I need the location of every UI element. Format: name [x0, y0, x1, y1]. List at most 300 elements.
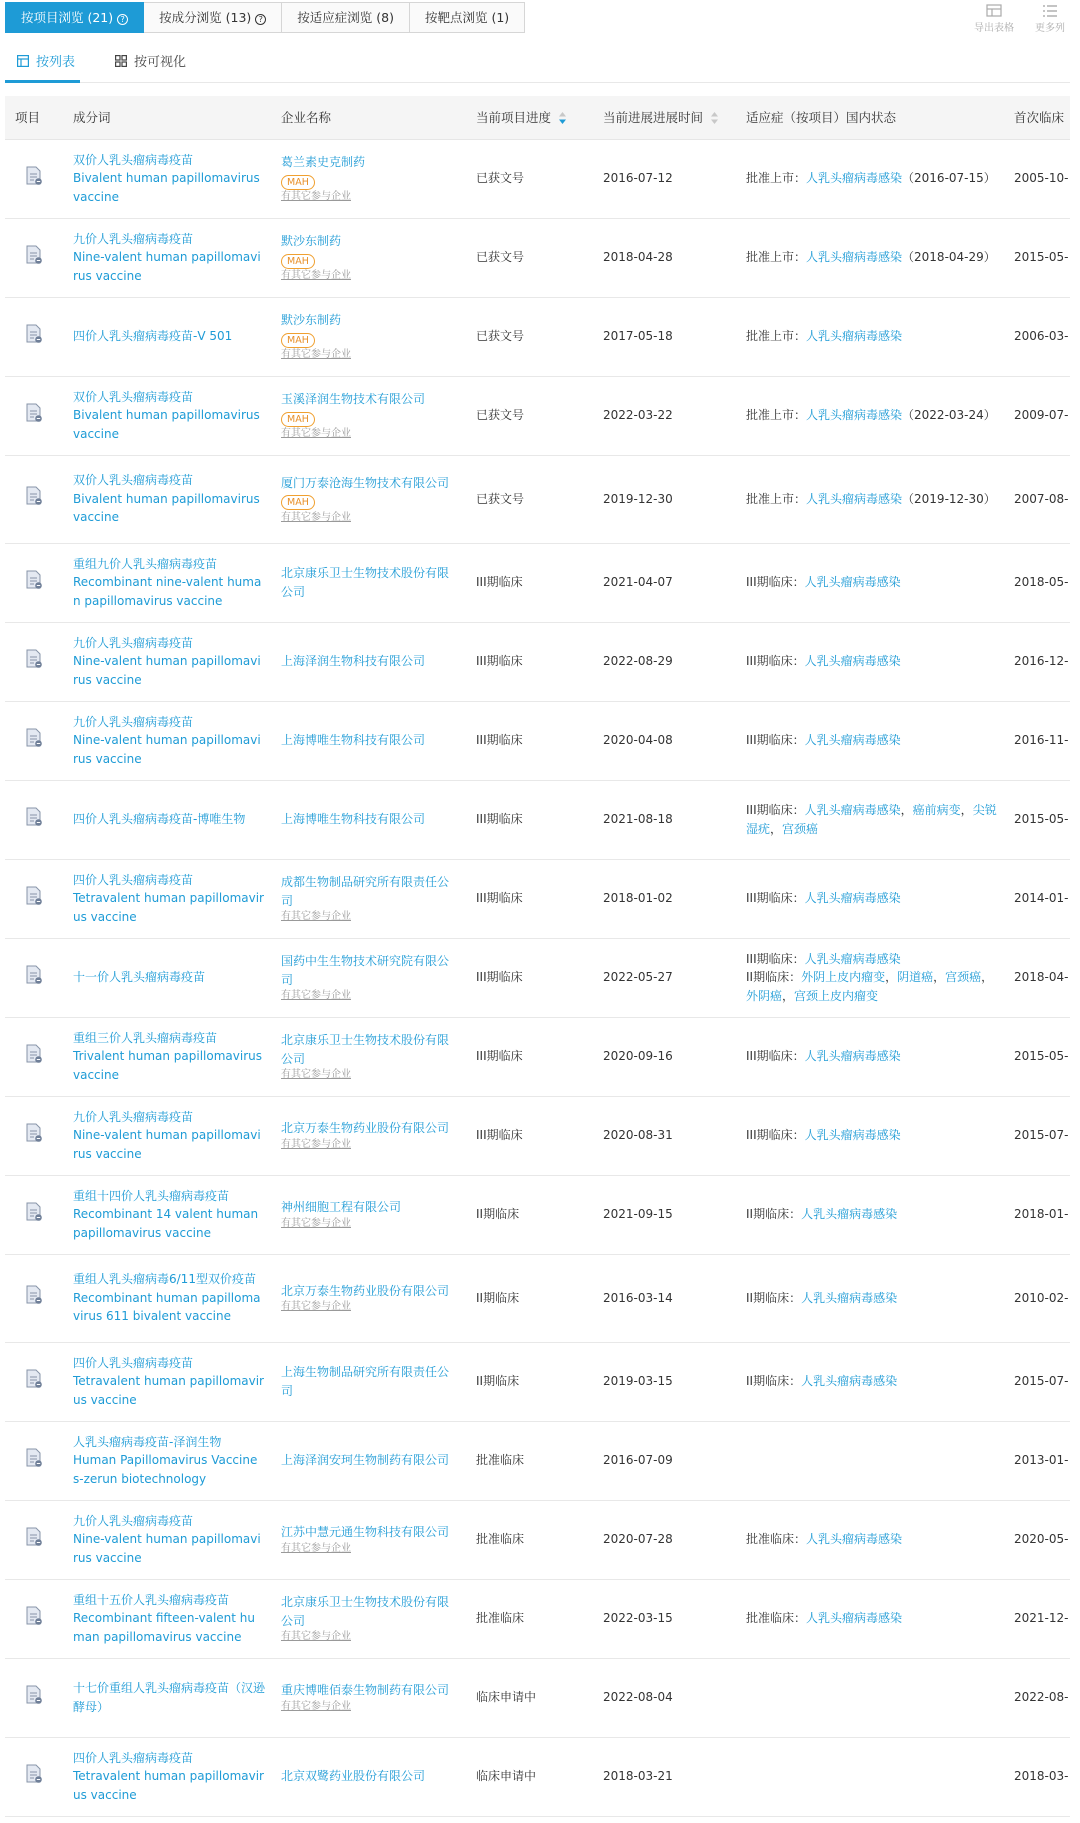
- company-cell: [271, 376, 466, 455]
- indication-line: [746, 406, 998, 425]
- first-clinical-cell: 2018-04-: [1004, 938, 1070, 1017]
- tab-list-view-label: 按列表: [36, 55, 76, 70]
- indication-status: III期临床：: [746, 891, 805, 906]
- company-name[interactable]: 玉溪泽润生物技术有限公司: [281, 392, 426, 406]
- project-cell: [5, 1737, 63, 1816]
- project-cell: [5, 218, 63, 297]
- project-cell: [5, 543, 63, 622]
- more-columns-button[interactable]: [1030, 4, 1070, 34]
- project-table: [5, 96, 1070, 1823]
- column-header-stage[interactable]: 当前项目进度: [466, 96, 593, 139]
- tab-list-view[interactable]: [5, 46, 80, 83]
- indication-cell: [736, 1175, 1004, 1254]
- first-clinical-cell: 2018-05-: [1004, 543, 1070, 622]
- project-doc-icon[interactable]: [25, 1536, 43, 1550]
- indication-link[interactable]: 人乳头瘤病毒感染: [801, 1374, 898, 1389]
- company-name[interactable]: 默沙东制药: [281, 313, 342, 327]
- stage-cell: III期临床: [466, 1017, 593, 1096]
- indication-cell: [736, 543, 1004, 622]
- indication-date: （2019-12-30）: [902, 491, 996, 506]
- company-name[interactable]: 重庆博唯佰泰生物制药有限公司: [281, 1683, 450, 1698]
- drug-name-en[interactable]: Nine-valent human papillomavirus vaccine: [73, 654, 261, 687]
- company-name[interactable]: 成都生物制品研究所有限责任公司: [281, 875, 450, 908]
- ingredient-cell: [63, 455, 271, 543]
- drug-name-cn[interactable]: 四价人乳头瘤病毒疫苗: [73, 1750, 194, 1765]
- indication-link[interactable]: 人乳头瘤病毒感染: [801, 1207, 898, 1222]
- date-cell: 2018-03-21: [593, 1737, 736, 1816]
- stage-cell: 已获文号: [466, 297, 593, 376]
- table-row: [5, 1096, 1070, 1175]
- first-clinical-cell: 2015-05-: [1004, 780, 1070, 859]
- stage-cell: III期临床: [466, 859, 593, 938]
- drug-name-en[interactable]: Nine-valent human papillomavirus vaccine: [73, 1128, 261, 1161]
- indication-line: [746, 248, 998, 267]
- project-doc-icon[interactable]: [25, 175, 43, 189]
- indication-line: [746, 968, 998, 1005]
- project-doc-icon[interactable]: [25, 895, 43, 909]
- company-name[interactable]: 江苏中慧元通生物科技有限公司: [281, 1525, 450, 1540]
- indication-link[interactable]: 人乳头瘤病毒感染: [804, 951, 901, 966]
- drug-name-cn[interactable]: 重组十四价人乳头瘤病毒疫苗: [73, 1188, 230, 1203]
- project-cell: [5, 1175, 63, 1254]
- stage-cell: 批准临床: [466, 1500, 593, 1579]
- stage-cell: III期临床: [466, 543, 593, 622]
- indication-link[interactable]: 人乳头瘤病毒感染: [806, 329, 903, 344]
- drug-name-cn[interactable]: 重组人乳头瘤病毒6/11型双价疫苗: [73, 1272, 256, 1287]
- company-name[interactable]: 上海泽润安珂生物制药有限公司: [281, 1453, 450, 1468]
- project-doc-icon[interactable]: [25, 1132, 43, 1146]
- indication-link[interactable]: 人乳头瘤病毒感染: [806, 408, 903, 423]
- indication-status: III期临床：: [746, 803, 805, 817]
- export-table-button[interactable]: [974, 4, 1014, 34]
- export-table-icon: [986, 4, 1002, 18]
- indication-separator: ，: [782, 988, 795, 1003]
- indication-status: II期临床：: [746, 970, 802, 985]
- company-cell: [271, 1421, 466, 1500]
- indication-line: [746, 327, 998, 346]
- drug-name-cn[interactable]: 双价人乳头瘤病毒疫苗: [73, 389, 194, 404]
- drug-name-cn[interactable]: 重组十五价人乳头瘤病毒疫苗: [73, 1592, 230, 1607]
- table-row: [5, 1737, 1070, 1816]
- indication-cell: [736, 139, 1004, 218]
- project-doc-icon[interactable]: [25, 1211, 43, 1225]
- indication-status: 批准上市：: [746, 408, 807, 423]
- stage-cell: II期临床: [466, 1254, 593, 1342]
- first-clinical-cell: 2021-12-: [1004, 1579, 1070, 1658]
- company-cell: [271, 1175, 466, 1254]
- project-cell: [5, 938, 63, 1017]
- indication-separator: ，: [933, 970, 946, 985]
- drug-name-cn[interactable]: 四价人乳头瘤病毒疫苗-博唯生物: [73, 812, 246, 827]
- column-header-ingredient: 成分词: [63, 96, 271, 139]
- drug-name-cn[interactable]: 人乳头瘤病毒疫苗-泽润生物: [73, 1434, 222, 1449]
- date-cell: 2020-07-28: [593, 1500, 736, 1579]
- indication-link[interactable]: 人乳头瘤病毒感染: [806, 491, 903, 506]
- company-name[interactable]: 上海生物制品研究所有限责任公司: [281, 1365, 450, 1398]
- indication-link[interactable]: 人乳头瘤病毒感染: [804, 891, 901, 906]
- indication-separator: ，: [900, 803, 913, 817]
- project-cell: [5, 701, 63, 780]
- browse-tabs: [5, 2, 525, 33]
- drug-name-en[interactable]: Bivalent human papillomavirus vaccine: [73, 408, 260, 441]
- company-name[interactable]: 北京万泰生物药业股份有限公司: [281, 1121, 450, 1136]
- company-cell: [271, 543, 466, 622]
- table-row: [5, 1017, 1070, 1096]
- company-name[interactable]: 北京双鹭药业股份有限公司: [281, 1769, 426, 1784]
- project-doc-icon[interactable]: [25, 1294, 43, 1308]
- indication-date: （2018-04-29）: [902, 250, 996, 265]
- indication-link[interactable]: 人乳头瘤病毒感染: [806, 250, 903, 265]
- indication-status: 批准上市：: [746, 171, 807, 186]
- indication-status: III期临床：: [746, 1049, 805, 1064]
- drug-name-cn[interactable]: 四价人乳头瘤病毒疫苗: [73, 872, 194, 887]
- project-cell: [5, 1254, 63, 1342]
- project-cell: [5, 1421, 63, 1500]
- indication-status: III期临床：: [746, 733, 805, 748]
- export-table-label: 导出表格: [974, 23, 1014, 34]
- indication-line: [746, 1609, 998, 1628]
- company-cell: [271, 622, 466, 701]
- table-row: [5, 622, 1070, 701]
- drug-name-en[interactable]: Recombinant nine-valent human papillomavirus vaccine: [73, 575, 262, 608]
- indication-link[interactable]: 宫颈癌: [945, 970, 982, 985]
- project-doc-icon[interactable]: [25, 412, 43, 426]
- stage-cell: 批准临床: [466, 1421, 593, 1500]
- indication-link[interactable]: 外阴癌: [746, 988, 783, 1003]
- indication-status: II期临床：: [746, 1207, 802, 1222]
- table-row: [5, 780, 1070, 859]
- indication-date: （2022-03-24）: [902, 408, 996, 423]
- project-doc-icon[interactable]: [25, 1457, 43, 1471]
- indication-cell: [736, 1421, 1004, 1500]
- ingredient-cell: [63, 1500, 271, 1579]
- mah-badge: MAH: [281, 412, 315, 427]
- company-name[interactable]: 神州细胞工程有限公司: [281, 1200, 402, 1215]
- tab-browse-2[interactable]: [282, 2, 410, 33]
- first-clinical-cell: 2015-05-: [1004, 1017, 1070, 1096]
- mah-badge: MAH: [281, 175, 315, 190]
- tab-browse-3[interactable]: [410, 2, 525, 33]
- other-companies-link[interactable]: 有其它参与企业: [281, 270, 351, 281]
- indication-status: III期临床：: [746, 575, 805, 590]
- ingredient-cell: [63, 701, 271, 780]
- project-doc-icon[interactable]: [25, 333, 43, 347]
- other-companies-link[interactable]: 有其它参与企业: [281, 191, 351, 202]
- company-cell: [271, 1096, 466, 1175]
- first-clinical-cell: 2007-08-: [1004, 455, 1070, 543]
- project-cell: [5, 1658, 63, 1737]
- help-icon[interactable]: ?: [255, 14, 266, 25]
- other-companies-link[interactable]: 有其它参与企业: [281, 1069, 351, 1080]
- other-companies-link[interactable]: 有其它参与企业: [281, 428, 351, 439]
- project-doc-icon[interactable]: [25, 1773, 43, 1787]
- ingredient-cell: [63, 859, 271, 938]
- drug-name-cn[interactable]: 重组九价人乳头瘤病毒疫苗: [73, 556, 218, 571]
- first-clinical-cell: 2015-07-: [1004, 1096, 1070, 1175]
- ingredient-cell: [63, 297, 271, 376]
- indication-separator: ，: [981, 970, 994, 985]
- first-clinical-cell: 2010-02-: [1004, 1254, 1070, 1342]
- drug-name-en[interactable]: Human Papillomavirus Vaccine s-zerun biotechnology: [73, 1453, 258, 1486]
- indication-link[interactable]: 人乳头瘤病毒感染: [806, 1611, 903, 1626]
- project-cell: [5, 297, 63, 376]
- indication-cell: [736, 1017, 1004, 1096]
- company-name[interactable]: 默沙东制药: [281, 234, 342, 248]
- first-clinical-cell: 2016-12-: [1004, 622, 1070, 701]
- indication-cell: [736, 701, 1004, 780]
- other-companies-link[interactable]: 有其它参与企业: [281, 511, 351, 523]
- drug-name-en[interactable]: Recombinant human papillomavirus 611 bivalent vaccine: [73, 1290, 261, 1324]
- ingredient-cell: [63, 218, 271, 297]
- indication-link[interactable]: 人乳头瘤病毒感染: [804, 803, 901, 817]
- project-cell: [5, 1342, 63, 1421]
- drug-name-en[interactable]: Nine-valent human papillomavirus vaccine: [73, 1532, 261, 1565]
- drug-name-cn[interactable]: 十七价重组人乳头瘤病毒疫苗（汉逊酵母）: [73, 1681, 266, 1714]
- company-name[interactable]: 北京康乐卫士生物技术股份有限公司: [281, 1033, 450, 1066]
- sort-icon[interactable]: [711, 112, 718, 124]
- mah-badge: MAH: [281, 254, 315, 269]
- other-companies-link[interactable]: 有其它参与企业: [281, 1542, 351, 1554]
- other-companies-link[interactable]: 有其它参与企业: [281, 911, 351, 922]
- stage-cell: III期临床: [466, 622, 593, 701]
- ingredient-cell: [63, 1175, 271, 1254]
- project-doc-icon[interactable]: [25, 658, 43, 672]
- indication-line: [746, 1530, 998, 1549]
- ingredient-cell: [63, 1254, 271, 1342]
- project-doc-icon[interactable]: [25, 495, 43, 509]
- indication-status: 批准上市：: [746, 491, 807, 506]
- other-companies-link[interactable]: 有其它参与企业: [281, 1700, 351, 1712]
- drug-name-en[interactable]: Tetravalent human papillomavirus vaccine: [73, 1374, 264, 1407]
- project-cell: [5, 859, 63, 938]
- project-doc-icon[interactable]: [25, 1053, 43, 1067]
- tab-label: 按项目浏览 (21): [21, 10, 114, 25]
- stage-cell: III期临床: [466, 701, 593, 780]
- indication-line: [746, 1289, 998, 1308]
- company-name[interactable]: 国药中生生物技术研究院有限公司: [281, 954, 450, 987]
- company-cell: [271, 1254, 466, 1342]
- drug-name-cn[interactable]: 九价人乳头瘤病毒疫苗: [73, 635, 194, 650]
- indication-cell: [736, 938, 1004, 1017]
- ingredient-cell: [63, 1737, 271, 1816]
- indication-line: [746, 169, 998, 188]
- indication-link[interactable]: 人乳头瘤病毒感染: [804, 1049, 901, 1064]
- ingredient-cell: [63, 780, 271, 859]
- table-row: [5, 1342, 1070, 1421]
- drug-name-en[interactable]: Nine-valent human papillomavirus vaccine: [73, 733, 261, 766]
- stage-cell: 批准临床: [466, 1579, 593, 1658]
- tab-browse-1[interactable]: [144, 2, 282, 33]
- drug-name-en[interactable]: Recombinant 14 valent human papillomavirus vaccine: [73, 1207, 259, 1240]
- project-doc-icon[interactable]: [25, 254, 43, 268]
- indication-cell: [736, 780, 1004, 859]
- date-cell: 2021-08-18: [593, 780, 736, 859]
- drug-name-en[interactable]: Tetravalent human papillomavirus vaccine: [73, 891, 264, 924]
- table-row: [5, 1500, 1070, 1579]
- ingredient-cell: [63, 1017, 271, 1096]
- other-companies-link[interactable]: 有其它参与企业: [281, 1217, 351, 1229]
- company-name[interactable]: 上海泽润生物科技有限公司: [281, 654, 426, 669]
- drug-name-en[interactable]: Trivalent human papillomavirus vaccine: [73, 1049, 263, 1082]
- company-name[interactable]: 北京康乐卫士生物技术股份有限公司: [281, 566, 450, 599]
- date-cell: 2022-08-29: [593, 622, 736, 701]
- date-cell: 2022-03-15: [593, 1579, 736, 1658]
- indication-link[interactable]: 癌前病变: [912, 803, 961, 817]
- company-cell: [271, 1017, 466, 1096]
- project-doc-icon[interactable]: [25, 974, 43, 988]
- drug-name-en[interactable]: Bivalent human papillomavirus vaccine: [73, 491, 260, 525]
- company-cell: [271, 455, 466, 543]
- table-row: [5, 455, 1070, 543]
- project-cell: [5, 376, 63, 455]
- other-companies-link[interactable]: 有其它参与企业: [281, 1301, 351, 1313]
- help-icon[interactable]: ?: [117, 14, 128, 25]
- project-doc-icon[interactable]: [25, 579, 43, 593]
- table-row: [5, 297, 1070, 376]
- indication-link[interactable]: 人乳头瘤病毒感染: [804, 733, 901, 748]
- drug-name-cn[interactable]: 十一价人乳头瘤病毒疫苗: [73, 970, 206, 985]
- drug-name-en[interactable]: Nine-valent human papillomavirus vaccine: [73, 250, 261, 283]
- drug-name-cn[interactable]: 双价人乳头瘤病毒疫苗: [73, 473, 194, 488]
- ingredient-cell: [63, 1421, 271, 1500]
- table-row: [5, 1421, 1070, 1500]
- tab-visual-view[interactable]: [115, 46, 186, 83]
- company-cell: [271, 701, 466, 780]
- stage-cell: 已获文号: [466, 218, 593, 297]
- indication-link[interactable]: 人乳头瘤病毒感染: [804, 654, 901, 669]
- indication-status: II期临床：: [746, 1290, 802, 1305]
- more-columns-label: 更多列: [1035, 23, 1065, 34]
- company-name[interactable]: 北京万泰生物药业股份有限公司: [281, 1283, 450, 1298]
- tab-visual-view-label: 按可视化: [134, 55, 187, 70]
- indication-line: [746, 573, 998, 592]
- project-cell: [5, 780, 63, 859]
- mah-badge: MAH: [281, 495, 315, 510]
- project-doc-icon[interactable]: [25, 1694, 43, 1708]
- project-doc-icon[interactable]: [25, 1615, 43, 1629]
- drug-name-cn[interactable]: 九价人乳头瘤病毒疫苗: [73, 231, 194, 246]
- date-cell: 2022-03-22: [593, 376, 736, 455]
- company-name[interactable]: 葛兰素史克制药: [281, 155, 366, 169]
- indication-line: [746, 801, 998, 838]
- indication-cell: [736, 297, 1004, 376]
- project-cell: [5, 1500, 63, 1579]
- indication-cell: [736, 622, 1004, 701]
- table-row: [5, 701, 1070, 780]
- indication-link[interactable]: 宫颈癌: [782, 821, 819, 836]
- indication-line: [746, 1205, 998, 1224]
- company-cell: [271, 1500, 466, 1579]
- date-cell: 2022-05-27: [593, 938, 736, 1017]
- project-cell: [5, 139, 63, 218]
- company-name[interactable]: 上海博唯生物科技有限公司: [281, 812, 426, 827]
- drug-name-cn[interactable]: 四价人乳头瘤病毒疫苗: [73, 1355, 194, 1370]
- indication-line: [746, 652, 998, 671]
- indication-link[interactable]: 人乳头瘤病毒感染: [804, 1128, 901, 1143]
- date-cell: 2016-03-14: [593, 1254, 736, 1342]
- stage-cell: 已获文号: [466, 139, 593, 218]
- indication-line: [746, 1047, 998, 1066]
- column-header-date[interactable]: 当前进展进展时间: [593, 96, 736, 139]
- indication-cell: [736, 1579, 1004, 1658]
- drug-name-cn[interactable]: 双价人乳头瘤病毒疫苗: [73, 152, 194, 167]
- first-clinical-cell: 2015-05-: [1004, 218, 1070, 297]
- indication-link[interactable]: 外阴上皮内瘤变: [801, 970, 886, 985]
- project-doc-icon[interactable]: [25, 737, 43, 751]
- first-clinical-cell: 2022-08-: [1004, 1658, 1070, 1737]
- stage-cell: 已获文号: [466, 455, 593, 543]
- indication-link[interactable]: 阴道癌: [897, 970, 934, 985]
- toolbar: [974, 4, 1070, 34]
- drug-name-cn[interactable]: 九价人乳头瘤病毒疫苗: [73, 714, 194, 729]
- company-cell: [271, 1658, 466, 1737]
- project-cell: [5, 1096, 63, 1175]
- table-header-row: [5, 96, 1070, 139]
- indication-line: [746, 490, 998, 509]
- company-name[interactable]: 上海博唯生物科技有限公司: [281, 733, 426, 748]
- drug-name-cn[interactable]: 九价人乳头瘤病毒疫苗: [73, 1513, 194, 1528]
- drug-name-cn[interactable]: 四价人乳头瘤病毒疫苗-V 501: [73, 329, 233, 344]
- view-tabs: [5, 46, 1070, 83]
- other-companies-link[interactable]: 有其它参与企业: [281, 990, 351, 1001]
- company-cell: [271, 1579, 466, 1658]
- indication-link[interactable]: 尖锐湿疣: [746, 803, 997, 836]
- tab-browse-0[interactable]: [5, 2, 144, 33]
- drug-name-en[interactable]: Recombinant fifteen-valent human papillomavirus vaccine: [73, 1611, 256, 1644]
- indication-line: [746, 731, 998, 750]
- indication-cell: [736, 1500, 1004, 1579]
- project-doc-icon[interactable]: [25, 816, 43, 830]
- other-companies-link[interactable]: 有其它参与企业: [281, 349, 351, 360]
- first-clinical-cell: 2020-05-: [1004, 1500, 1070, 1579]
- indication-cell: [736, 376, 1004, 455]
- drug-name-cn[interactable]: 重组三价人乳头瘤病毒疫苗: [73, 1030, 218, 1045]
- indication-link[interactable]: 人乳头瘤病毒感染: [804, 575, 901, 590]
- tab-label: 按适应症浏览 (8): [297, 10, 394, 25]
- project-cell: [5, 1579, 63, 1658]
- indication-status: III期临床：: [746, 951, 805, 966]
- company-cell: [271, 780, 466, 859]
- date-cell: 2019-12-30: [593, 455, 736, 543]
- sort-desc-icon[interactable]: [559, 112, 566, 124]
- indication-cell: [736, 859, 1004, 938]
- indication-link[interactable]: 人乳头瘤病毒感染: [806, 1532, 903, 1547]
- column-header-indication: 适应症（按项目）国内状态: [736, 96, 1004, 139]
- indication-link[interactable]: 宫颈上皮内瘤变: [794, 988, 879, 1003]
- company-cell: [271, 1342, 466, 1421]
- indication-status: 批准临床：: [746, 1532, 807, 1547]
- company-cell: [271, 1737, 466, 1816]
- other-companies-link[interactable]: 有其它参与企业: [281, 1631, 351, 1642]
- date-cell: 2016-07-12: [593, 139, 736, 218]
- drug-name-en[interactable]: Bivalent human papillomavirus vaccine: [73, 171, 260, 204]
- ingredient-cell: [63, 622, 271, 701]
- date-cell: 2020-04-08: [593, 701, 736, 780]
- company-name[interactable]: 厦门万泰沧海生物技术有限公司: [281, 475, 450, 490]
- table-row: [5, 859, 1070, 938]
- company-name[interactable]: 北京康乐卫士生物技术股份有限公司: [281, 1595, 450, 1628]
- project-doc-icon[interactable]: [25, 1378, 43, 1392]
- indication-link[interactable]: 人乳头瘤病毒感染: [801, 1290, 898, 1305]
- stage-cell: II期临床: [466, 1175, 593, 1254]
- other-companies-link[interactable]: 有其它参与企业: [281, 1138, 351, 1150]
- ingredient-cell: [63, 139, 271, 218]
- indication-link[interactable]: 人乳头瘤病毒感染: [806, 171, 903, 186]
- drug-name-cn[interactable]: 九价人乳头瘤病毒疫苗: [73, 1109, 194, 1124]
- indication-date: （2016-07-15）: [902, 171, 996, 186]
- drug-name-en[interactable]: Tetravalent human papillomavirus vaccine: [73, 1769, 264, 1802]
- date-cell: 2019-03-15: [593, 1342, 736, 1421]
